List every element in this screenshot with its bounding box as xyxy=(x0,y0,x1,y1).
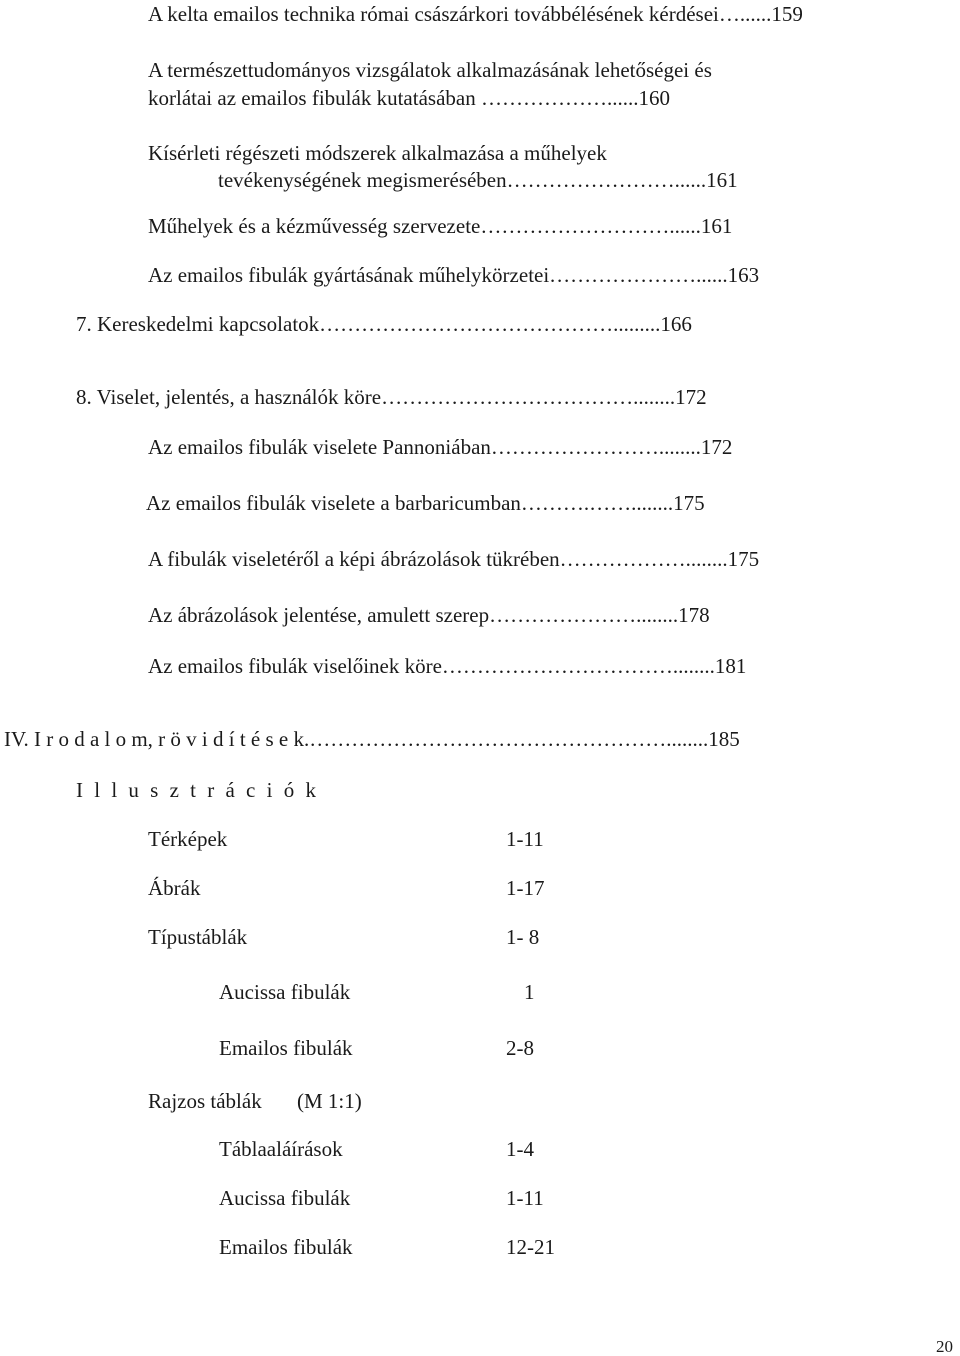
illustration-range-terkepek: 1-11 xyxy=(506,827,544,851)
illustrations-heading: I l l u s z t r á c i ó k xyxy=(76,778,319,802)
toc-entry-kiserleti-line1: Kísérleti régészeti módszerek alkalmazása a műhelyek xyxy=(148,141,607,165)
illustration-label-emailos-types: Emailos fibulák xyxy=(219,1036,353,1060)
toc-entry-gyartas: Az emailos fibulák gyártásának műhelykörzetei…………………......163 xyxy=(148,263,760,287)
toc-entry-termeszet-line2: korlátai az emailos fibulák kutatásában ………………......160 xyxy=(148,86,670,110)
illustration-scale-rajzos: (M 1:1) xyxy=(297,1089,362,1113)
illustration-range-emailos-types: 2-8 xyxy=(506,1036,534,1060)
illustration-label-terkepek: Térképek xyxy=(148,827,228,851)
toc-entry-kepi: A fibulák viseletéről a képi ábrázolások tükrében………………........175 xyxy=(148,547,760,571)
page-number: 20 xyxy=(936,1337,953,1356)
illustration-range-aucissa-drawings: 1-11 xyxy=(506,1186,544,1210)
toc-entry-kiserleti-line2: tevékenységének megismerésében……………………......161 xyxy=(218,168,738,192)
illustration-range-tipustablak: 1- 8 xyxy=(506,925,540,949)
illustration-label-rajzos: Rajzos táblák xyxy=(148,1089,262,1113)
toc-entry-kelta: A kelta emailos technika római császárkori továbbélésének kérdései…......159 xyxy=(148,2,803,26)
illustration-label-emailos-drawings: Emailos fibulák xyxy=(219,1235,353,1259)
toc-entry-irodalom: IV. I r o d a l o m, r ö v i d í t é s e k.……………………………………………........185 xyxy=(4,727,740,751)
toc-entry-kereskedelmi: 7. Kereskedelmi kapcsolatok…………………………………….........166 xyxy=(76,312,692,336)
toc-entry-pannonia: Az emailos fibulák viselete Pannoniában……………………........172 xyxy=(148,435,733,459)
illustration-label-tipustablak: Típustáblák xyxy=(148,925,248,949)
toc-entry-muhelyek: Műhelyek és a kézművesség szervezete………………………......161 xyxy=(148,214,733,238)
illustration-label-aucissa-drawings: Aucissa fibulák xyxy=(219,1186,351,1210)
illustration-label-abrak: Ábrák xyxy=(148,876,201,900)
toc-entry-barbaricum: Az emailos fibulák viselete a barbaricumban……….……........175 xyxy=(146,491,705,515)
illustration-range-abrak: 1-17 xyxy=(506,876,545,900)
toc-entry-viselet: 8. Viselet, jelentés, a használók köre………………………………........172 xyxy=(76,385,707,409)
toc-entry-viselok: Az emailos fibulák viselőinek köre……………………………........181 xyxy=(148,654,747,678)
toc-entry-termeszet-line1: A természettudományos vizsgálatok alkalmazásának lehetőségei és xyxy=(148,58,712,82)
illustration-range-emailos-drawings: 12-21 xyxy=(506,1235,555,1259)
illustration-range-tablaalairasok: 1-4 xyxy=(506,1137,534,1161)
illustration-label-tablaalairasok: Táblaaláírások xyxy=(219,1137,343,1161)
illustration-range-aucissa-types: 1 xyxy=(524,980,535,1004)
toc-entry-amulett: Az ábrázolások jelentése, amulett szerep…………………........178 xyxy=(148,603,710,627)
illustration-label-aucissa-types: Aucissa fibulák xyxy=(219,980,351,1004)
